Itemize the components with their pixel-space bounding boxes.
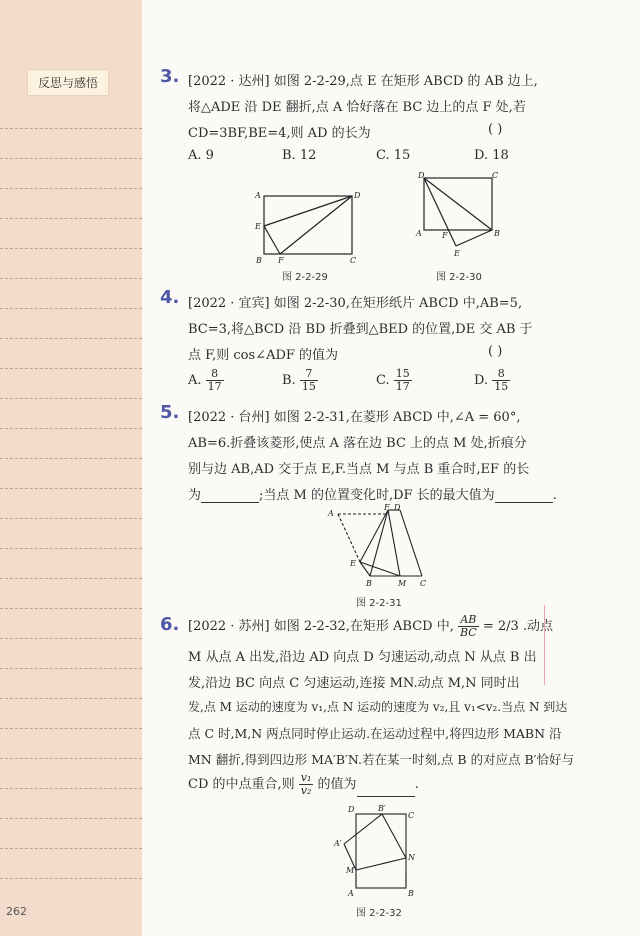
answer-blank-2[interactable] [495, 488, 553, 503]
margin-notes-label: 反思与感悟 [28, 70, 108, 95]
svg-text:D: D [418, 171, 425, 180]
svg-text:F: F [278, 256, 284, 265]
question-3-line-3: CD=3BF,BE=4,则 AD 的长为 [188, 126, 371, 141]
question-6-line-6: MN 翻折,得到四边形 MA′B′N.若在某一时刻,点 B 的对应点 B′恰好与 [188, 752, 575, 767]
note-line [0, 188, 142, 189]
question-4-line-3: 点 F,则 cos∠ADF 的值为 [188, 348, 339, 363]
question-5-line-3: 别与边 AB,AD 交于点 E,F.当点 M 与点 B 重合时,EF 的长 [188, 462, 530, 477]
figure-2-2-31 [322, 500, 442, 590]
svg-text:M: M [398, 579, 407, 588]
main-content [142, 0, 640, 936]
question-4-option-d: D. $\frac{8}{15}$ [474, 367, 509, 393]
question-4-option-a: A. $\frac{8}{17}$ [188, 367, 222, 393]
svg-text:A: A [328, 509, 334, 518]
question-6-line-4: 发,点 M 运动的速度为 v₁,点 N 运动的速度为 v₂,且 v₁<v₂.当点 N 到达 [188, 700, 568, 714]
figure-2-2-32-caption: 图 2-2-32 [356, 908, 402, 919]
question-3-line-1: [2022 · 达州] 如图 2-2-29,点 E 在矩形 ABCD 的 AB 边上, [188, 74, 538, 89]
figure-2-2-32 [332, 800, 422, 900]
note-line [0, 728, 142, 729]
svg-text:A: A [255, 191, 261, 200]
margin-notes-sidebar [0, 0, 142, 936]
svg-text:A: A [416, 229, 422, 238]
svg-text:D: D [354, 191, 361, 200]
note-line [0, 788, 142, 789]
question-4-option-b: B. $\frac{7}{15}$ [282, 367, 316, 393]
question-3-option-a: A. 9 [188, 148, 214, 163]
svg-text:F: F [384, 503, 390, 512]
question-6-line-3: 发,沿边 BC 向点 C 匀速运动,连接 MN.动点 M,N 同时出 [188, 676, 520, 691]
svg-text:B: B [256, 256, 262, 265]
answer-blank-3[interactable] [357, 782, 415, 797]
question-4-number: 4. [160, 287, 180, 308]
question-3-option-c: C. 15 [376, 148, 411, 163]
note-line [0, 308, 142, 309]
answer-blank-1[interactable] [201, 488, 259, 503]
note-line [0, 218, 142, 219]
question-3-answer-bracket: ( ) [488, 122, 503, 137]
question-5-number: 5. [160, 402, 180, 423]
question-3-number: 3. [160, 66, 180, 87]
page-number: 262 [6, 905, 27, 918]
question-5-line-2: AB=6.折叠该菱形,使点 A 落在边 BC 上的点 M 处,折痕分 [188, 436, 527, 451]
question-4-option-c: C. $\frac{15}{17}$ [376, 367, 410, 393]
note-line [0, 398, 142, 399]
question-3-option-b: B. 12 [282, 148, 317, 163]
question-6-line-2: M 从点 A 出发,沿边 AD 向点 D 匀速运动,动点 N 从点 B 出 [188, 650, 537, 665]
note-line [0, 458, 142, 459]
svg-text:B: B [494, 229, 500, 238]
note-line [0, 578, 142, 579]
margin-mark [544, 605, 545, 685]
svg-text:E: E [255, 222, 261, 231]
svg-text:B: B [408, 889, 414, 898]
note-line [0, 608, 142, 609]
question-4-answer-bracket: ( ) [488, 344, 503, 359]
figure-2-2-29 [252, 186, 362, 266]
note-line [0, 878, 142, 879]
question-6-line-1: [2022 · 苏州] 如图 2-2-32,在矩形 ABCD 中, $\frac{AB}{BC}$ = 2/3 .动点 [188, 613, 554, 639]
svg-text:B′: B′ [378, 804, 386, 813]
figure-2-2-30 [412, 168, 512, 268]
figure-2-2-29-caption: 图 2-2-29 [282, 272, 328, 283]
note-line [0, 638, 142, 639]
note-line [0, 368, 142, 369]
svg-text:N: N [408, 853, 415, 862]
note-line [0, 248, 142, 249]
note-line [0, 848, 142, 849]
note-line [0, 158, 142, 159]
note-line [0, 758, 142, 759]
svg-text:D: D [394, 503, 401, 512]
svg-text:C: C [350, 256, 357, 265]
figure-2-2-31-caption: 图 2-2-31 [356, 598, 402, 609]
svg-text:A: A [348, 889, 354, 898]
note-line [0, 698, 142, 699]
svg-text:M: M [346, 866, 355, 875]
note-line [0, 518, 142, 519]
question-5-line-4: 为 ;当点 M 的位置变化时,DF 长的最大值为 . [188, 488, 557, 503]
question-3-option-d: D. 18 [474, 148, 509, 163]
svg-text:B: B [366, 579, 372, 588]
question-6-line-7: CD 的中点重合,则 $\frac{\text{v₁}}{\text{v₂}}$ 的值为 . [188, 771, 419, 797]
question-6-number: 6. [160, 614, 180, 635]
svg-text:F: F [442, 231, 448, 240]
note-line [0, 128, 142, 129]
question-6-line-5: 点 C 时,M,N 两点同时停止运动.在运动过程中,将四边形 MABN 沿 [188, 726, 562, 741]
svg-text:C: C [408, 811, 415, 820]
note-line [0, 488, 142, 489]
svg-text:D: D [348, 805, 355, 814]
svg-text:E: E [350, 559, 356, 568]
question-5-line-1: [2022 · 台州] 如图 2-2-31,在菱形 ABCD 中,∠A = 60°, [188, 410, 521, 425]
question-3-line-2: 将△ADE 沿 DE 翻折,点 A 恰好落在 BC 边上的点 F 处,若 [188, 100, 526, 115]
note-line [0, 278, 142, 279]
question-4-line-1: [2022 · 宜宾] 如图 2-2-30,在矩形纸片 ABCD 中,AB=5, [188, 296, 523, 311]
note-line [0, 548, 142, 549]
svg-text:C: C [420, 579, 427, 588]
note-line [0, 428, 142, 429]
figure-2-2-30-caption: 图 2-2-30 [436, 272, 482, 283]
svg-text:E: E [454, 249, 460, 258]
note-line [0, 668, 142, 669]
note-line [0, 338, 142, 339]
question-4-line-2: BC=3,将△BCD 沿 BD 折叠到△BED 的位置,DE 交 AB 于 [188, 322, 533, 337]
note-line [0, 818, 142, 819]
svg-text:C: C [492, 171, 499, 180]
svg-text:A′: A′ [334, 839, 342, 848]
